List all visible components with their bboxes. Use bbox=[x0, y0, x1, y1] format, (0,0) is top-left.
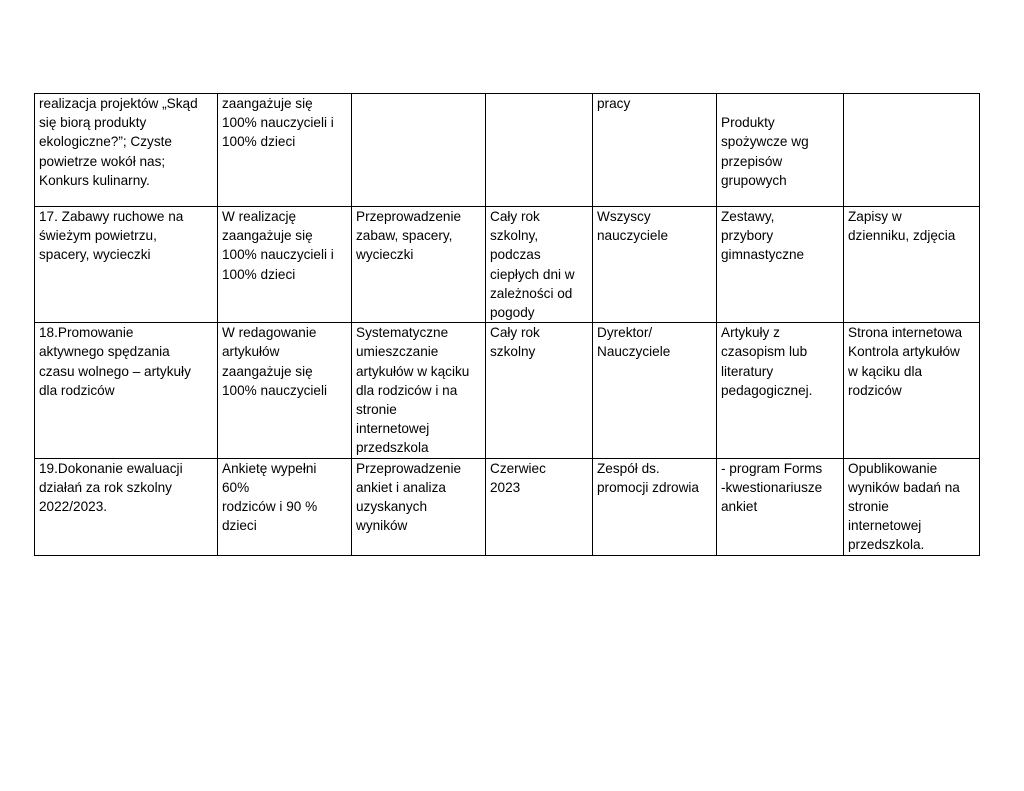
table-cell: 19.Dokonanie ewaluacji działań za rok szkolny 2022/2023. bbox=[35, 458, 218, 555]
table-cell: zaangażuje się 100% nauczycieli i 100% dzieci bbox=[218, 94, 352, 207]
table-cell: Systematyczne umieszczanie artykułów w kąciku dla rodziców i na stronie internetowej przedszkola bbox=[352, 323, 486, 458]
table-cell: 18.Promowanie aktywnego spędzania czasu wolnego – artykuły dla rodziców bbox=[35, 323, 218, 458]
table-row bbox=[35, 207, 980, 323]
table-cell: Czerwiec 2023 bbox=[486, 458, 593, 555]
table-cell: Zespół ds. promocji zdrowia bbox=[593, 458, 717, 555]
table-cell: - program Forms -kwestionariusze ankiet bbox=[717, 458, 844, 555]
table-cell bbox=[486, 94, 593, 207]
table-row bbox=[35, 458, 980, 555]
table-row bbox=[35, 94, 980, 207]
plan-table bbox=[34, 93, 980, 556]
table-row bbox=[35, 323, 980, 458]
table-cell: W redagowanie artykułów zaangażuje się 100% nauczycieli bbox=[218, 323, 352, 458]
table-cell: Dyrektor/ Nauczyciele bbox=[593, 323, 717, 458]
table-cell: Produkty spożywcze wg przepisów grupowych bbox=[717, 94, 844, 207]
table-cell: Zestawy, przybory gimnastyczne bbox=[717, 207, 844, 323]
table-cell bbox=[352, 94, 486, 207]
table-cell: Przeprowadzenie zabaw, spacery, wycieczki bbox=[352, 207, 486, 323]
table-cell: Opublikowanie wyników badań na stronie internetowej przedszkola. bbox=[844, 458, 980, 555]
table-cell bbox=[844, 94, 980, 207]
table-cell: 17. Zabawy ruchowe na świeżym powietrzu, spacery, wycieczki bbox=[35, 207, 218, 323]
table-cell: Cały rok szkolny, podczas ciepłych dni w zależności od pogody bbox=[486, 207, 593, 323]
table-cell: Ankietę wypełni 60% rodziców i 90 % dzieci bbox=[218, 458, 352, 555]
table-cell: pracy bbox=[593, 94, 717, 207]
table-cell: Strona internetowa Kontrola artykułów w kąciku dla rodziców bbox=[844, 323, 980, 458]
table-cell: realizacja projektów „Skąd się biorą produkty ekologiczne?”; Czyste powietrze wokół nas; Konkurs kulinarny. bbox=[35, 94, 218, 207]
table-cell: Cały rok szkolny bbox=[486, 323, 593, 458]
table-cell: Przeprowadzenie ankiet i analiza uzyskanych wyników bbox=[352, 458, 486, 555]
table-cell: W realizację zaangażuje się 100% nauczycieli i 100% dzieci bbox=[218, 207, 352, 323]
table-cell: Artykuły z czasopism lub literatury pedagogicznej. bbox=[717, 323, 844, 458]
table-cell: Wszyscy nauczyciele bbox=[593, 207, 717, 323]
table-cell: Zapisy w dzienniku, zdjęcia bbox=[844, 207, 980, 323]
